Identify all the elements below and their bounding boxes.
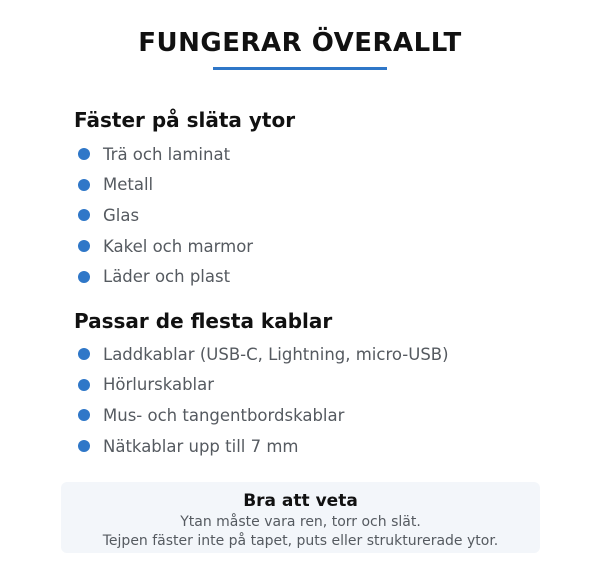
list-item xyxy=(78,339,449,370)
list-item xyxy=(78,261,253,292)
bullet-icon xyxy=(78,240,90,252)
info-box-line: Ytan måste vara ren, torr och slät. xyxy=(180,514,421,530)
page-title: FUNGERAR ÖVERALLT xyxy=(138,28,462,58)
list-item xyxy=(78,431,449,462)
list-item xyxy=(78,231,253,262)
bullet-icon xyxy=(78,148,90,160)
list-item xyxy=(78,200,253,231)
section-heading-cables: Passar de flesta kablar xyxy=(74,309,333,333)
title-underline xyxy=(213,67,387,70)
list-item-label: Hörlurskablar xyxy=(103,375,215,395)
list-item xyxy=(78,370,449,401)
bullet-icon xyxy=(78,440,90,452)
bullet-icon xyxy=(78,409,90,421)
list-item-label: Trä och laminat xyxy=(103,144,231,164)
list-item-label: Glas xyxy=(103,205,140,225)
list-item-label: Mus- och tangentbordskablar xyxy=(103,405,345,425)
bullet-icon xyxy=(78,379,90,391)
list-item xyxy=(78,170,253,201)
list-item-label: Laddkablar (USB-C, Lightning, micro-USB) xyxy=(103,344,449,364)
info-box xyxy=(61,482,540,553)
info-box-line: Tejpen fäster inte på tapet, puts eller strukturerade ytor. xyxy=(102,533,499,549)
list-item xyxy=(78,139,253,170)
info-box-title: Bra att veta xyxy=(243,491,358,511)
list-item-label: Metall xyxy=(103,175,154,195)
list-item xyxy=(78,400,449,431)
bullet-icon xyxy=(78,271,90,283)
list-item-label: Nätkablar upp till 7 mm xyxy=(103,436,299,456)
list-item-label: Läder och plast xyxy=(103,267,231,287)
section-heading-surfaces: Fäster på släta ytor xyxy=(74,108,296,132)
bullet-icon xyxy=(78,179,90,191)
bullet-icon xyxy=(78,209,90,221)
surfaces-list xyxy=(78,139,253,292)
list-item-label: Kakel och marmor xyxy=(103,236,254,256)
bullet-icon xyxy=(78,348,90,360)
cables-list xyxy=(78,339,449,461)
